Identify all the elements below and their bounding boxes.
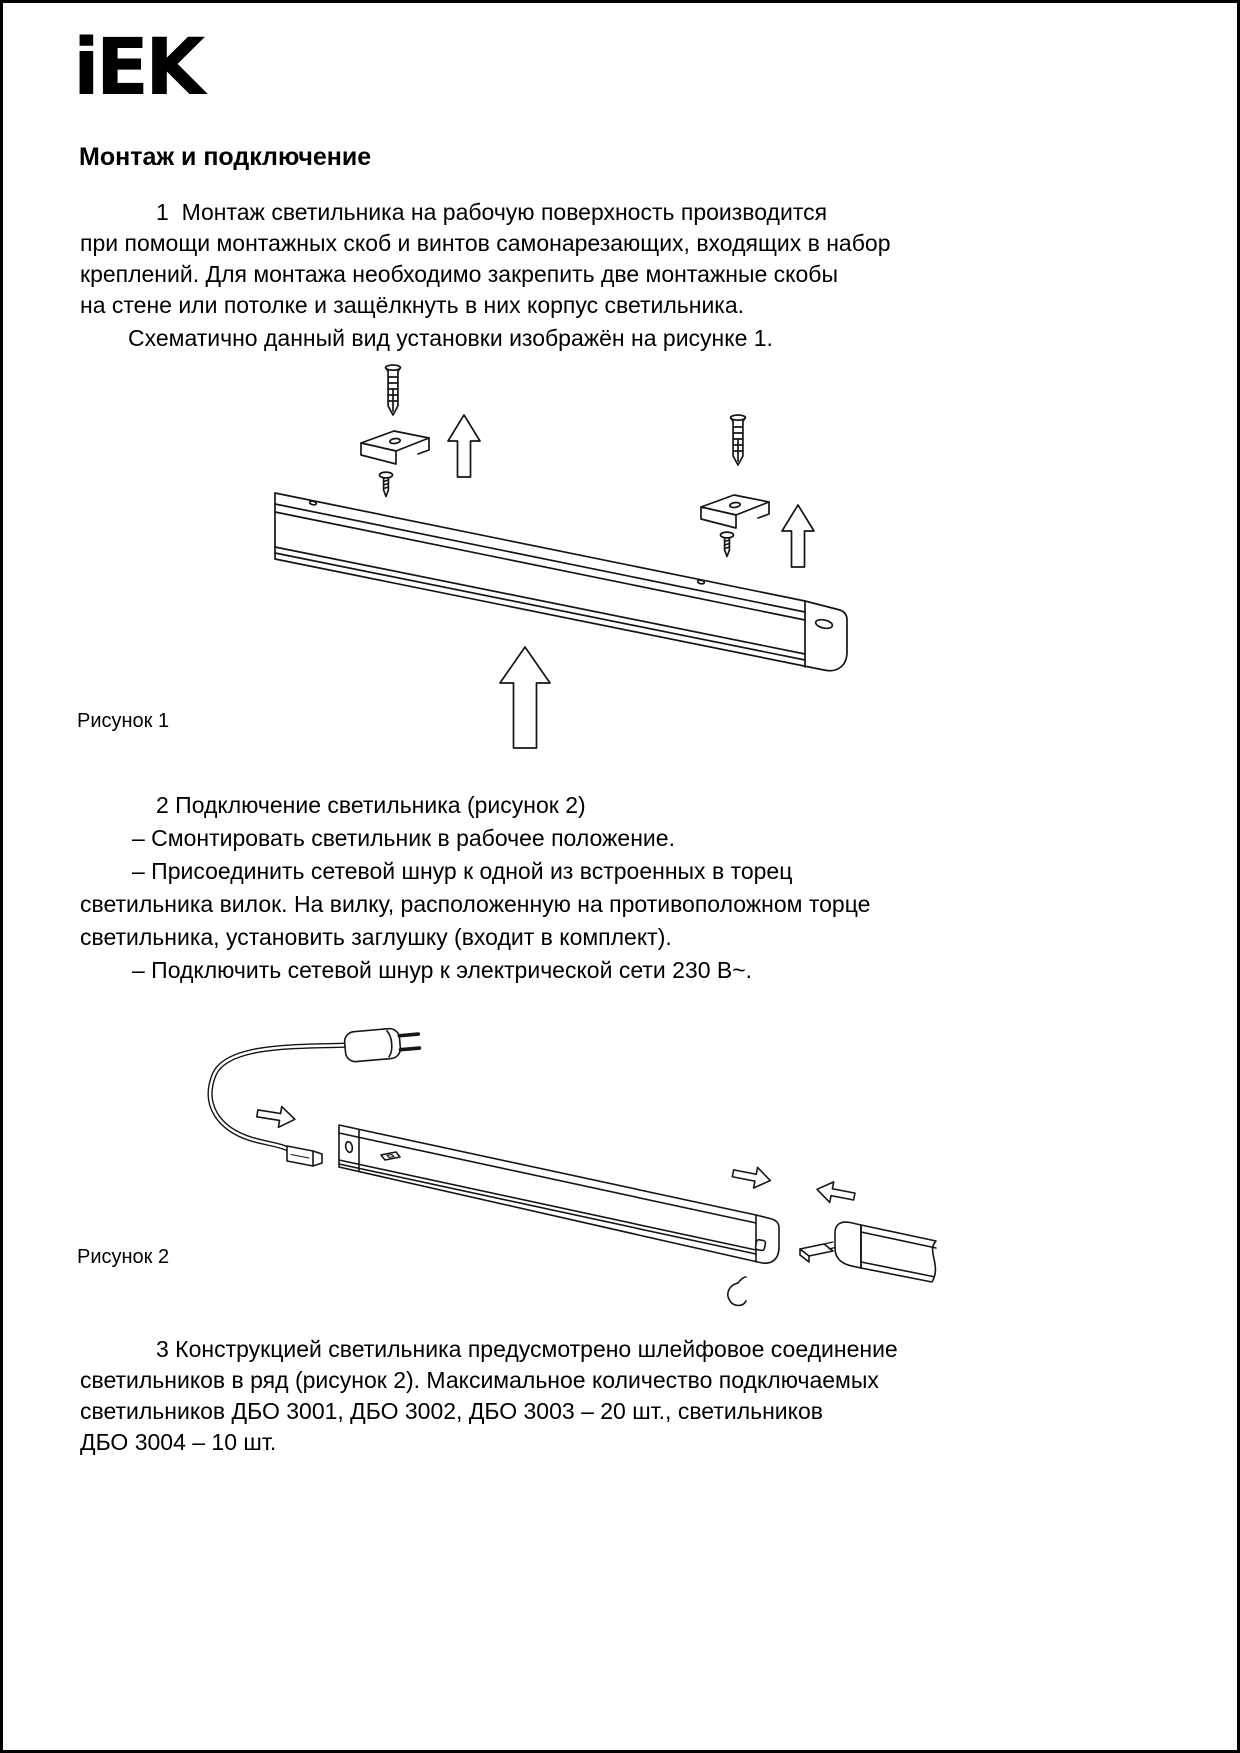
text-line: светильников в ряд (рисунок 2). Максимальное количество подключаемых: [80, 1367, 879, 1393]
text-line: – Смонтировать светильник в рабочее положение.: [132, 825, 675, 851]
up-arrow-large: [500, 647, 550, 748]
figure2-connection-diagram: [199, 1013, 941, 1323]
paragraph-mounting: [80, 197, 1190, 321]
power-plug: [344, 1026, 420, 1062]
cord-connector: [287, 1146, 322, 1166]
up-arrow-left: [448, 415, 480, 477]
connect-arrow-right: [731, 1163, 772, 1191]
text-line: светильника, установить заглушку (входит в комплект).: [80, 924, 672, 950]
text-line: креплений. Для монтажа необходимо закрепить две монтажные скобы: [80, 261, 839, 287]
figure2-caption: Рисунок 2: [77, 1246, 170, 1268]
wall-anchor-left: [386, 365, 401, 415]
screw-right: [721, 532, 734, 556]
text-line: Схематично данный вид установки изображён на рисунке 1.: [128, 325, 773, 351]
screw-left: [380, 472, 393, 496]
figure1-caption: Рисунок 1: [77, 710, 170, 732]
text-line: светильников ДБО 3001, ДБО 3002, ДБО 3003 – 20 шт., светильников: [80, 1398, 823, 1424]
next-luminaire-section: [835, 1222, 936, 1282]
insert-arrow-left: [256, 1103, 297, 1130]
page-title: Монтаж и подключение: [79, 143, 372, 171]
text-line: при помощи монтажных скоб и винтов самонарезающих, входящих в набор: [80, 230, 891, 256]
text-line: 3 Конструкцией светильника предусмотрено шлейфовое соединение: [156, 1336, 898, 1362]
power-cord: [210, 1045, 351, 1154]
wall-anchor-right: [731, 415, 746, 465]
text-line: 2 Подключение светильника (рисунок 2): [156, 792, 586, 818]
end-cap-clip: [728, 1277, 746, 1306]
connect-arrow-left: [815, 1179, 856, 1207]
iek-logo: iEK: [73, 23, 202, 113]
text-line: – Подключить сетевой шнур к электрической сети 230 В~.: [132, 957, 753, 983]
mounting-bracket-right: [701, 495, 769, 528]
paragraph-connection: [80, 789, 1190, 987]
luminaire-body: [339, 1125, 779, 1263]
text-line: светильника вилок. На вилку, расположенную на противоположном торце: [80, 891, 871, 917]
jumper-connector: [800, 1242, 837, 1262]
paragraph-daisy-chain: [80, 1334, 1190, 1458]
figure1-mounting-diagram: [271, 363, 851, 758]
text-line: на стене или потолке и защёлкнуть в них корпус светильника.: [80, 292, 745, 318]
text-line: ДБО 3004 – 10 шт.: [80, 1429, 277, 1455]
mounting-bracket-left: [361, 431, 429, 464]
text-line: 1 Монтаж светильника на рабочую поверхность производится: [156, 199, 828, 225]
up-arrow-right: [782, 505, 814, 567]
text-line: – Присоединить сетевой шнур к одной из встроенных в торец: [132, 858, 793, 884]
paragraph-scheme-note: [80, 323, 1190, 354]
luminaire-body: [275, 493, 847, 671]
